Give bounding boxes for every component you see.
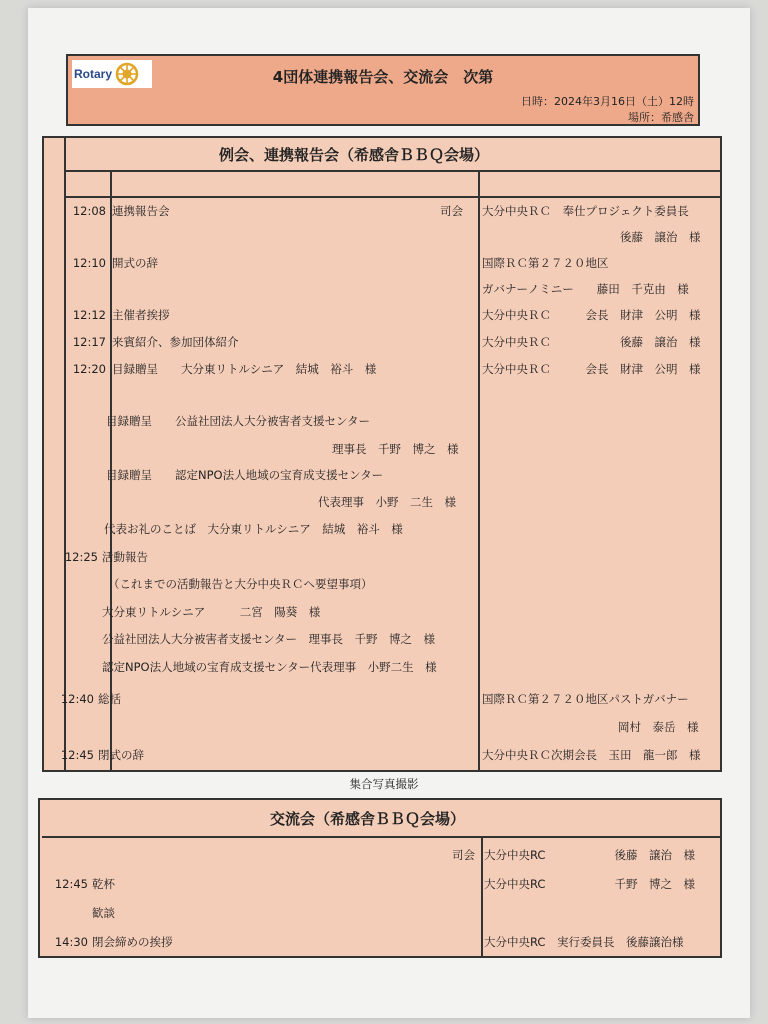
- role-cell: 司会: [440, 204, 463, 218]
- header-row-divider: [64, 196, 720, 198]
- time-cell: 12:20: [72, 362, 106, 376]
- time-cell: 12:40: [60, 692, 94, 706]
- logo-text: Rotary: [74, 67, 113, 81]
- person-cell-line2: ガバナーノミニー 藤田 千克由 様: [482, 282, 689, 296]
- item-cell: 歓談: [92, 906, 115, 920]
- person-cell-line2: 岡村 泰岳 様: [618, 720, 699, 734]
- item-line: 理事長 千野 博之 様: [332, 442, 459, 456]
- person-cell: 大分中央RC 千野 博之 様: [484, 877, 695, 891]
- item-line: 認定NPO法人地域の宝育成支援センター代表理事 小野二生 様: [102, 660, 437, 674]
- person-cell: 大分中央ＲＣ 会長 財津 公明 様: [482, 362, 701, 376]
- section-title: 交流会（希感舎ＢＢＱ会場）: [42, 800, 720, 838]
- person-cell: 大分中央ＲＣ 後藤 譲治 様: [482, 335, 701, 349]
- item-cell: 活動報告: [102, 550, 148, 564]
- item-line: 大分東リトルシニア 二宮 陽葵 様: [102, 605, 321, 619]
- person-cell: 大分中央RC 実行委員長 後藤譲治様: [484, 935, 684, 949]
- item-line: （これまでの活動報告と大分中央ＲＣへ要望事項）: [108, 577, 373, 591]
- person-cell: 大分中央ＲＣ 会長 財津 公明 様: [482, 308, 701, 322]
- item-cell: 目録贈呈 大分東リトルシニア 結城 裕斗 様: [112, 362, 377, 376]
- person-cell: 大分中央RC 後藤 譲治 様: [484, 848, 695, 862]
- section-title: 例会、連携報告会（希感舎ＢＢＱ会場）: [64, 138, 720, 172]
- person-column-divider: [478, 172, 480, 770]
- time-cell: 12:45: [54, 877, 88, 891]
- left-border: [64, 138, 66, 770]
- time-cell: 12:45: [60, 748, 94, 762]
- page-title: 4団体連携報告会、交流会 次第: [272, 68, 494, 86]
- person-cell-line2: 後藤 譲治 様: [620, 230, 701, 244]
- person-column-divider: [481, 838, 483, 956]
- role-cell: 司会: [452, 848, 475, 862]
- group-photo-note: 集合写真撮影: [349, 777, 419, 791]
- event-date: 日時：2024年3月16日（土）12時: [521, 95, 694, 108]
- item-line: 目録贈呈 認定NPO法人地域の宝育成支援センター: [106, 468, 384, 482]
- item-cell: 主催者挨拶: [112, 308, 170, 322]
- time-cell: 12:08: [72, 204, 106, 218]
- time-cell: 12:17: [72, 335, 106, 349]
- item-line: 目録贈呈 公益社団法人大分被害者支援センター: [106, 414, 371, 428]
- person-cell: 国際ＲＣ第２７２０地区パストガバナー: [482, 692, 689, 706]
- title-box: [66, 54, 700, 126]
- item-line: 代表お礼のことば 大分東リトルシニア 結城 裕斗 様: [104, 522, 403, 536]
- time-cell: 12:25: [64, 550, 98, 564]
- item-cell: 閉式の辞: [98, 748, 144, 762]
- item-line: 代表理事 小野 二生 様: [318, 495, 456, 509]
- item-cell: 閉会締めの挨拶: [92, 935, 173, 949]
- item-cell: 乾杯: [92, 877, 115, 891]
- event-venue: 場所：希感舎: [628, 111, 694, 124]
- person-cell: 大分中央ＲＣ 奉仕プロジェクト委員長: [482, 204, 689, 218]
- person-cell: 大分中央ＲＣ次期会長 玉田 龍一郎 様: [482, 748, 701, 762]
- item-cell: 総括: [98, 692, 121, 706]
- item-cell: 連携報告会: [112, 204, 170, 218]
- item-cell: 来賓紹介、参加団体紹介: [112, 335, 239, 349]
- event-meta: [521, 94, 694, 126]
- time-cell: 12:12: [72, 308, 106, 322]
- item-cell: 開式の辞: [112, 256, 158, 270]
- time-cell: 12:10: [72, 256, 106, 270]
- person-cell: 国際ＲＣ第２７２０地区: [482, 256, 609, 270]
- item-line: 公益社団法人大分被害者支援センター 理事長 千野 博之 様: [102, 632, 436, 646]
- time-cell: 14:30: [54, 935, 88, 949]
